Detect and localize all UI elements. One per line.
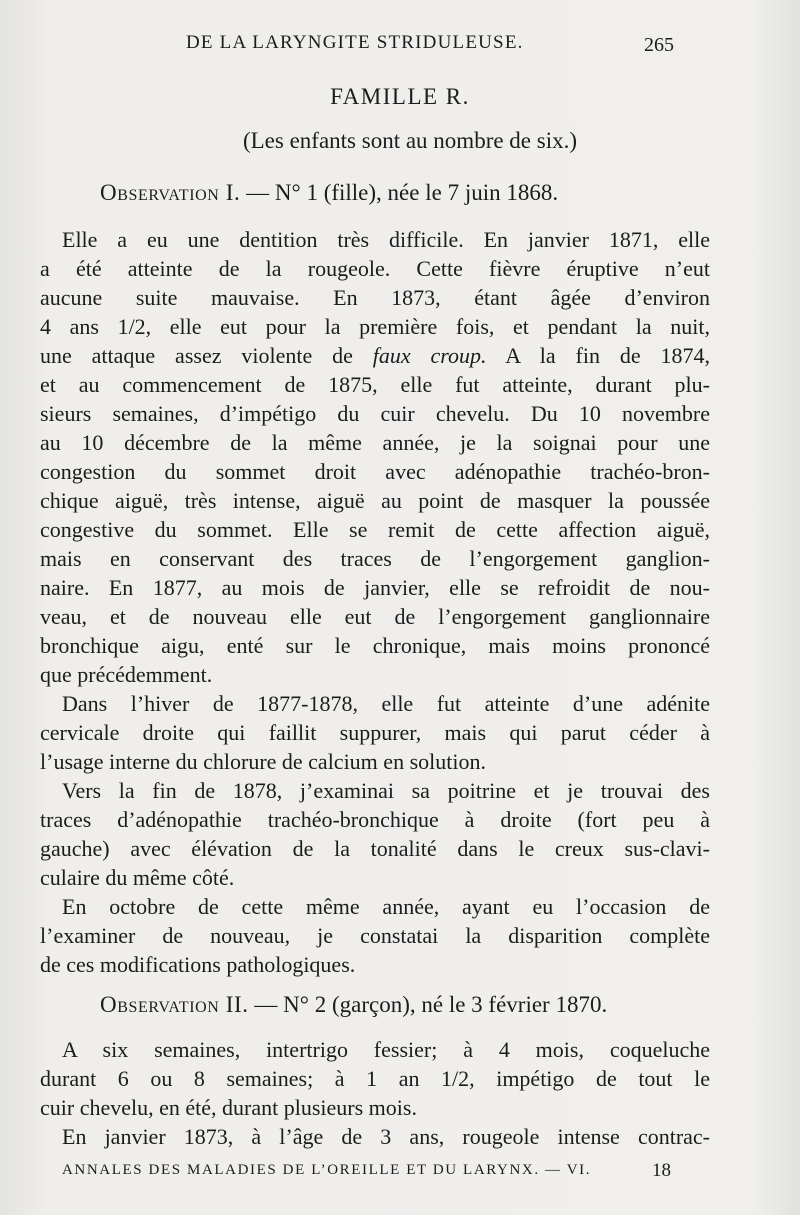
observation-2-heading xyxy=(100,992,607,1018)
page-number: 265 xyxy=(644,34,674,56)
text-line: naire. En 1877, au mois de janvier, elle se refroidit de nou- xyxy=(40,575,710,600)
running-title: DE LA LARYNGITE STRIDULEUSE. xyxy=(186,32,524,53)
text-line: aucune suite mauvaise. En 1873, étant âgée d’environ xyxy=(40,285,710,310)
journal-title: ANNALES DES MALADIES DE L’OREILLE ET DU LARYNX. — VI. xyxy=(62,1162,592,1178)
text-line: et au commencement de 1875, elle fut atteinte, durant plu- xyxy=(40,372,710,397)
text-line-with-italic xyxy=(40,341,710,370)
text-line: En octobre de cette même année, ayant eu l’occasion de xyxy=(62,894,710,919)
observation-1-heading-text: — N° 1 (fille), née le 7 juin 1868. xyxy=(240,180,559,205)
text-line: bronchique aigu, enté sur le chronique, mais moins prononcé xyxy=(40,633,710,658)
text-line: durant 6 ou 8 semaines; à 1 an 1/2, impétigo de tout le xyxy=(40,1066,710,1091)
observation-2-heading-text: — N° 2 (garçon), né le 3 février 1870. xyxy=(248,992,608,1017)
observation-1-body xyxy=(40,225,710,979)
text-line: que précédemment. xyxy=(40,662,213,687)
observation-1-label: Observation I. xyxy=(100,180,241,205)
italic-phrase: faux croup. xyxy=(372,343,487,368)
text-line: l’usage interne du chlorure de calcium en solution. xyxy=(40,749,486,774)
text-line: En janvier 1873, à l’âge de 3 ans, rougeole intense contrac- xyxy=(62,1124,710,1149)
text-line: au 10 décembre de la même année, je la soignai pour une xyxy=(40,430,710,455)
observation-1-heading xyxy=(100,180,558,206)
observation-2-body xyxy=(40,1035,710,1151)
text-line: cuir chevelu, en été, durant plusieurs mois. xyxy=(40,1095,417,1120)
page-header xyxy=(0,32,800,62)
family-subtitle: (Les enfants sont au nombre de six.) xyxy=(242,128,578,153)
text-line: de ces modifications pathologiques. xyxy=(40,952,356,977)
text-segment: A la fin de 1874, xyxy=(486,343,710,368)
text-line: a été atteinte de la rougeole. Cette fièvre éruptive n’eut xyxy=(40,256,710,281)
signature-mark: 18 xyxy=(652,1160,671,1181)
text-line: cervicale droite qui faillit suppurer, mais qui parut céder à xyxy=(40,720,710,745)
text-line: Vers la fin de 1878, j’examinai sa poitrine et je trouvai des xyxy=(62,778,710,803)
text-line: chique aiguë, très intense, aiguë au point de masquer la poussée xyxy=(40,488,710,513)
text-line: sieurs semaines, d’impétigo du cuir chevelu. Du 10 novembre xyxy=(40,401,710,426)
text-line: traces d’adénopathie trachéo-bronchique à droite (fort peu à xyxy=(40,807,710,832)
text-line: gauche) avec élévation de la tonalité dans le creux sus-clavi- xyxy=(40,836,710,861)
observation-2-label: Observation II. xyxy=(100,992,249,1017)
text-line: Elle a eu une dentition très difficile. En janvier 1871, elle xyxy=(62,227,710,252)
family-title: FAMILLE R. xyxy=(330,84,470,109)
text-line: mais en conservant des traces de l’engorgement ganglion- xyxy=(40,546,710,571)
text-line: 4 ans 1/2, elle eut pour la première fois, et pendant la nuit, xyxy=(40,314,710,339)
text-line: l’examiner de nouveau, je constatai la disparition complète xyxy=(40,923,710,948)
text-line: veau, et de nouveau elle eut de l’engorgement ganglionnaire xyxy=(40,604,710,629)
text-line: culaire du même côté. xyxy=(40,865,235,890)
text-segment: une attaque assez violente de xyxy=(40,343,373,368)
text-line: congestion du sommet droit avec adénopathie trachéo-bron- xyxy=(40,459,710,484)
text-line: A six semaines, intertrigo fessier; à 4 mois, coqueluche xyxy=(62,1037,710,1062)
text-line: congestive du sommet. Elle se remit de cette affection aiguë, xyxy=(40,517,710,542)
text-line: Dans l’hiver de 1877-1878, elle fut atteinte d’une adénite xyxy=(62,691,710,716)
